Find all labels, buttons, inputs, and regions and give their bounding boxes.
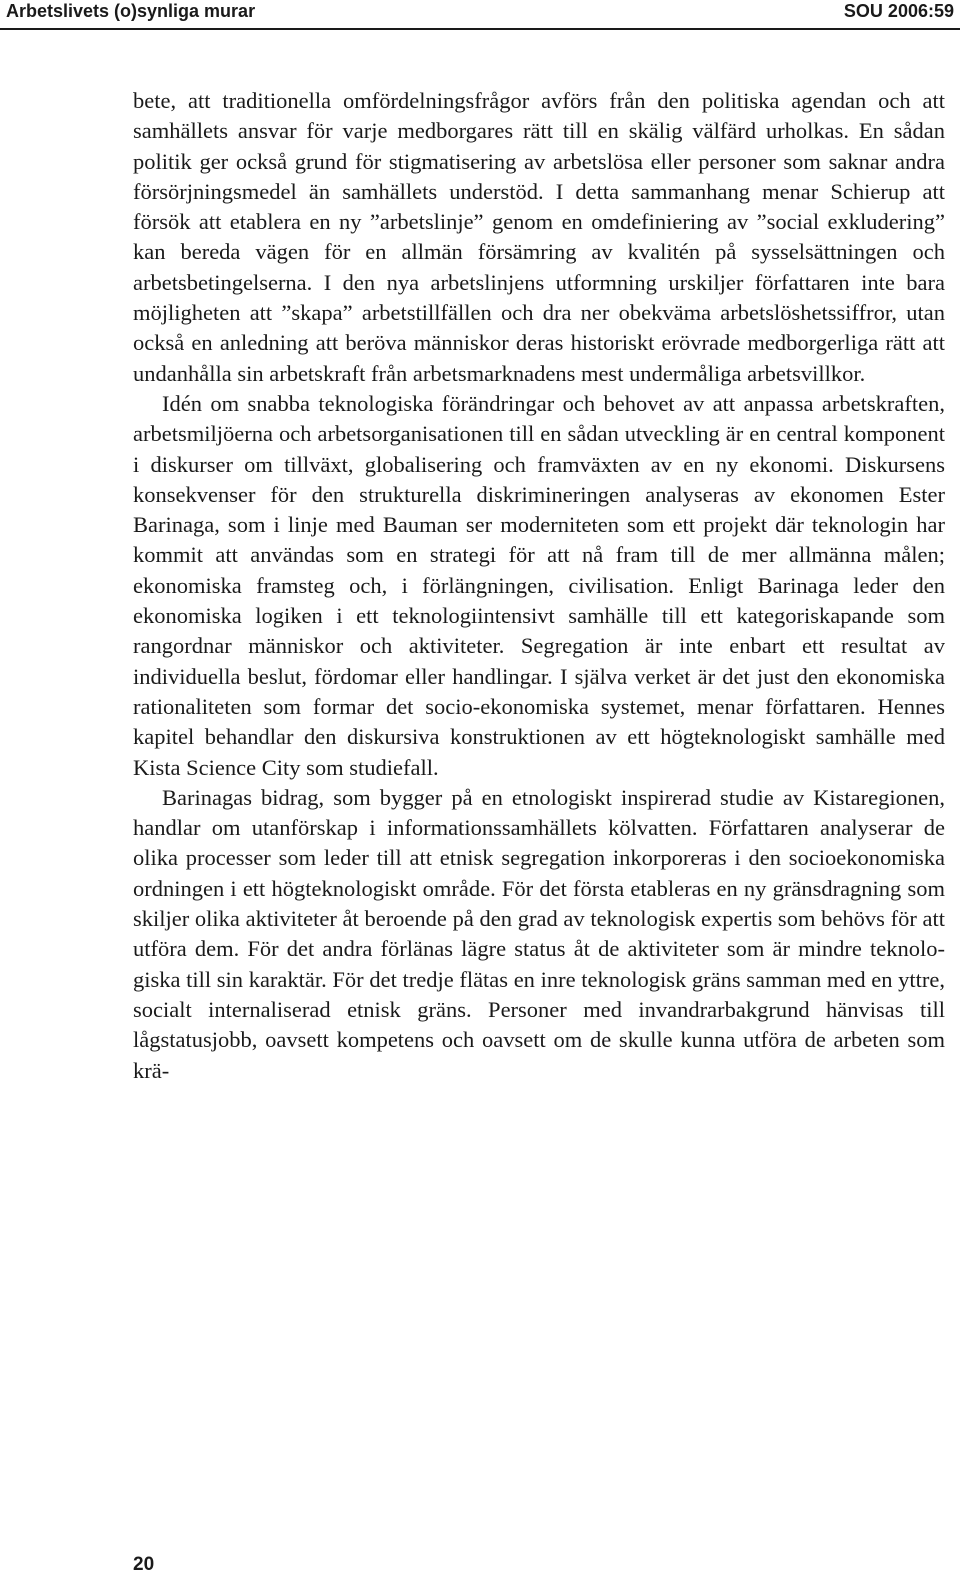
header-rule [0, 28, 960, 30]
paragraph-continued: bete, att traditionella omfördelningsfrågor avförs från den politiska agendan och att samhällets ansvar för varje medborgares rätt till en skälig välfärd urholkas. En sådan politik ger också grund för stigmatisering av arbetslösa eller personer som saknar andra försörjningsmedel än samhällets understöd. I detta sammanhang menar Schierup att försök att etablera en ny ”arbetslinje” genom en omdefiniering av ”social exkludering” kan bereda vägen för en allmän försämring av kvalitén på sysselsättningen och arbetsbetingelserna. I den nya arbetslinjens utformning urskiljer författaren inte bara möjligheten att ”skapa” arbetstillfällen och dra ner obekväma arbetslöshetssiffror, utan också en anledning att beröva människor deras historiskt erövrade medborgerliga rätt att undanhålla sin arbetskraft från arbetsmarknadens mest undermåliga arbetsvillkor. [133, 88, 945, 386]
publication-title: Arbetslivets (o)synliga murar [6, 1, 256, 21]
paragraph: Idén om snabba teknologiska förändringar och behovet av att anpassa arbetskraften, arbetsmiljöerna och arbetsorganisationen till en sådan utveckling är en central komponent i diskurser om tillväxt, globalisering och framväxten av en ny ekonomi. Diskursens konsekvenser för den strukturella diskrimineringen analyseras av ekonomen Ester Barinaga, som i linje med Bauman ser moderniteten som ett projekt där teknologin har kommit att användas som en strategi för att nå fram till de mer allmänna målen; ekonomiska framsteg och, i förlängningen, civilisation. Enligt Barinaga leder den ekonomiska logiken i ett teknologiintensivt samhälle till ett kategoriskapande som rangordnar människor och aktiviteter. Segregation är inte enbart ett resultat av individuella beslut, fördomar eller handlingar. I själva verket är det just den ekonomiska rationaliteten som formar det socio-ekonomiska systemet, menar författaren. Hennes kapitel behandlar den diskursiva konstruktionen av ett högteknologiskt samhälle med Kista Science City som studiefall. [133, 390, 945, 780]
body-text [133, 86, 945, 1086]
page-number: 20 [133, 1554, 155, 1575]
report-reference: SOU 2006:59 [843, 1, 954, 21]
paragraph: Barinagas bidrag, som bygger på en etnologiskt inspirerad studie av Kistaregionen, handlar om utanförskap i informationssamhällets kölvatten. Författaren analyserar de olika processer som leder till att etnisk segregation inkorporeras i den socioekonomiska ordningen i ett högteknologiskt område. För det första etableras en ny gränsdragning som skiljer olika aktiviteter åt beroende på den grad av teknologisk expertis som behövs för att utföra dem. För det andra förlänas lägre status åt de aktiviteter som är mindre teknologiska till sin karaktär. För det tredje flätas en inre teknologisk gräns samman med en yttre, socialt internaliserad etnisk gräns. Personer med invandrarbakgrund hänvisas till lågstatusjobb, oavsett kompetens och oavsett om de skulle kunna utföra de arbeten som krä- [133, 784, 945, 1083]
running-header [0, 0, 960, 22]
